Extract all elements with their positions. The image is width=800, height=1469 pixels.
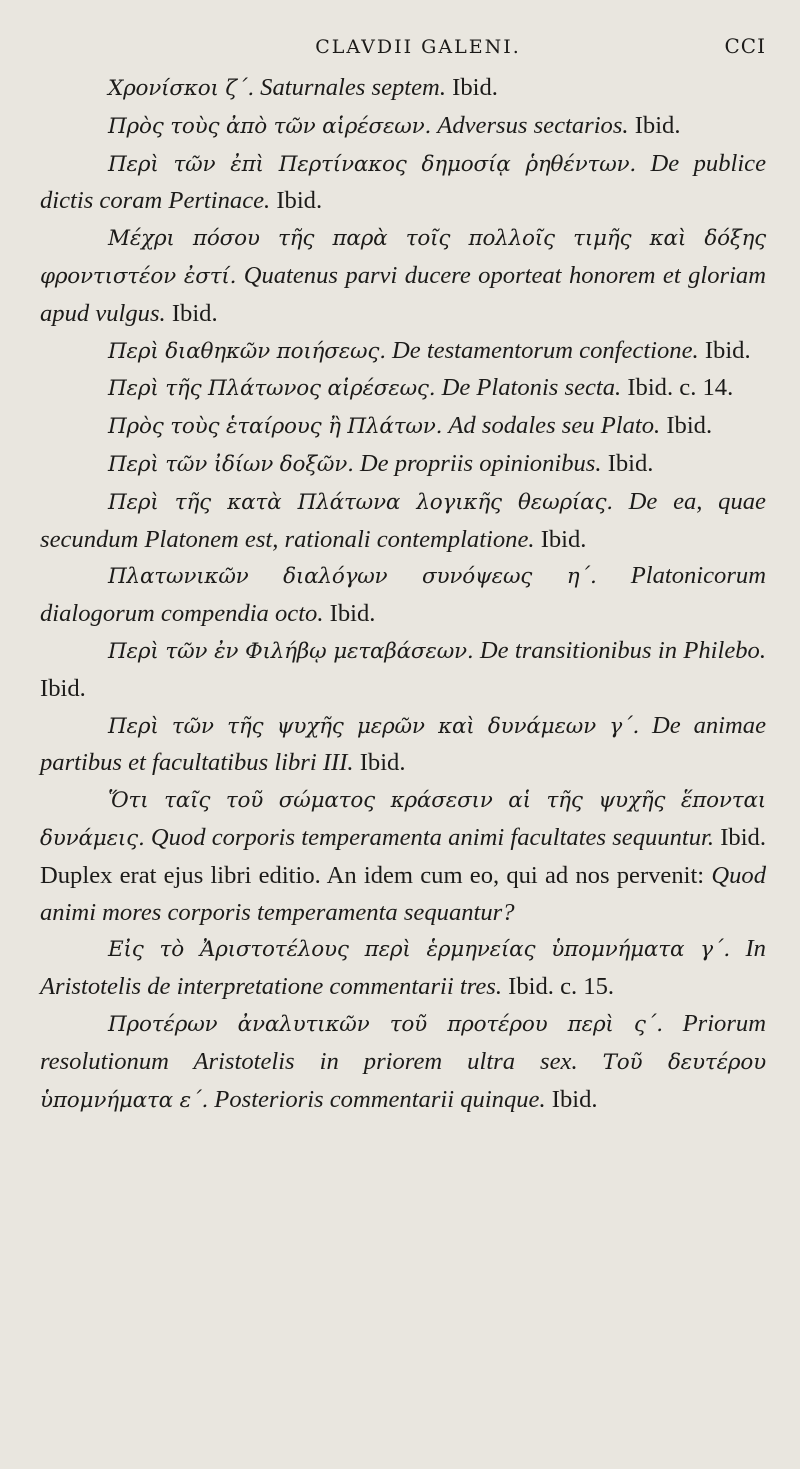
list-item — [40, 558, 766, 633]
latin-title: Quatenus parvi ducere oporteat honorem et gloriam apud vulgus. — [40, 261, 766, 327]
list-item — [40, 1006, 766, 1119]
latin-title: De ea, quae secundum Platonem est, rationali contemplatione. — [40, 487, 766, 553]
reference: Ibid. Duplex erat ejus libri editio. An idem cum eo, qui ad nos pervenit: — [40, 823, 766, 889]
reference: Ibid. — [329, 600, 376, 628]
latin-title: Saturnales septem. — [260, 74, 446, 101]
reference: Ibid. — [40, 674, 86, 702]
latin-title: Priorum resolutionum Aristotelis in priorem ultra sex. — [40, 1009, 766, 1075]
reference: Ibid. — [452, 74, 498, 101]
greek-title: Εἰς τὸ Ἀριστοτέλους περὶ ἑρμηνείας ὑπομνήματα γ΄. — [108, 937, 731, 963]
list-item — [40, 633, 766, 708]
reference: Ibid. — [276, 187, 323, 215]
greek-title-second: Τοῦ δευτέρου ὑπομνήματα ε΄. — [40, 1049, 766, 1113]
list-item — [40, 70, 766, 108]
latin-title: De animae partibus et facultatibus libri III. — [40, 711, 766, 777]
greek-title: Περὶ τῶν ἐπὶ Περτίνακος δημοσίᾳ ῥηθέντων. — [108, 151, 637, 177]
greek-title: Πρὸς τοὺς ἑταίρους ἢ Πλάτων. — [108, 414, 443, 440]
latin-title: Quod corporis temperamenta animi facultates sequuntur. — [150, 823, 715, 851]
page-number: CCI — [724, 34, 766, 58]
latin-title: De testamentorum confectione. — [392, 336, 699, 364]
latin-title: Adversus sectarios. — [437, 111, 629, 139]
reference: Ibid. — [634, 111, 681, 139]
greek-title: Προτέρων ἀναλυτικῶν τοῦ προτέρου περὶ ς΄. — [108, 1011, 663, 1037]
reference: Ibid. — [704, 336, 751, 364]
list-item — [40, 931, 766, 1006]
reference: Ibid. — [171, 299, 218, 327]
list-item — [40, 408, 766, 446]
list-item — [40, 782, 766, 931]
bibliography-list — [40, 70, 766, 1119]
latin-title: Ad sodales seu Plato. — [448, 412, 661, 440]
greek-title: Περὶ τῆς κατὰ Πλάτωνα λογικῆς θεωρίας. — [108, 489, 613, 515]
list-item — [40, 333, 766, 371]
reference: Ibid. — [607, 449, 654, 477]
list-item — [40, 220, 766, 332]
greek-title: Πρὸς τοὺς ἀπὸ τῶν αἱρέσεων. — [108, 113, 432, 139]
list-item — [40, 370, 766, 408]
latin-title-second: Posterioris commentarii quinque. — [214, 1085, 546, 1113]
latin-title: In Aristotelis de interpretatione commentarii tres. — [40, 935, 766, 1001]
reference: Ibid. c. 14. — [627, 374, 734, 402]
greek-title: Χρονίσκοι ζ΄. — [108, 76, 255, 101]
greek-title: Ὅτι ταῖς τοῦ σώματος κράσεσιν αἱ τῆς ψυχῆς ἕπονται δυνάμεις. — [40, 788, 766, 851]
list-item — [40, 446, 766, 484]
latin-title: De propriis opinionibus. — [359, 449, 602, 477]
reference: Ibid. — [359, 749, 406, 777]
reference: Ibid. — [666, 412, 713, 440]
latin-title: Platonicorum dialogorum compendia octo. — [40, 562, 766, 628]
greek-title: Περὶ τῶν ἐν Φιλήβῳ μεταβάσεων. — [108, 638, 474, 664]
running-head — [40, 30, 766, 70]
latin-title-alternate: Quod animi mores corporis temperamenta sequantur? — [40, 861, 766, 926]
reference: Ibid. c. 15. — [508, 973, 615, 1001]
latin-title: De Platonis secta. — [441, 374, 622, 402]
reference: Ibid. — [551, 1085, 598, 1113]
greek-title: Περὶ διαθηκῶν ποιήσεως. — [108, 338, 386, 364]
greek-title: Περὶ τῶν ἰδίων δοξῶν. — [108, 451, 354, 477]
latin-title: De publice dictis coram Pertinace. — [40, 149, 766, 215]
list-item — [40, 708, 766, 783]
greek-title: Πλατωνικῶν διαλόγων συνόψεως η΄. — [108, 564, 597, 590]
latin-title: De transitionibus in Philebo. — [479, 636, 766, 664]
greek-title: Περὶ τῆς Πλάτωνος αἱρέσεως. — [108, 376, 436, 402]
greek-title: Περὶ τῶν τῆς ψυχῆς μερῶν καὶ δυνάμεων γ΄. — [108, 713, 640, 739]
list-item — [40, 146, 766, 221]
reference: Ibid. — [540, 525, 587, 553]
list-item — [40, 108, 766, 146]
running-title: CLAVDII GALENI. — [315, 36, 521, 58]
greek-title: Μέχρι πόσου τῆς παρὰ τοῖς πολλοῖς τιμῆς καὶ δόξης φροντιστέον ἐστί. — [40, 226, 766, 289]
list-item — [40, 484, 766, 559]
